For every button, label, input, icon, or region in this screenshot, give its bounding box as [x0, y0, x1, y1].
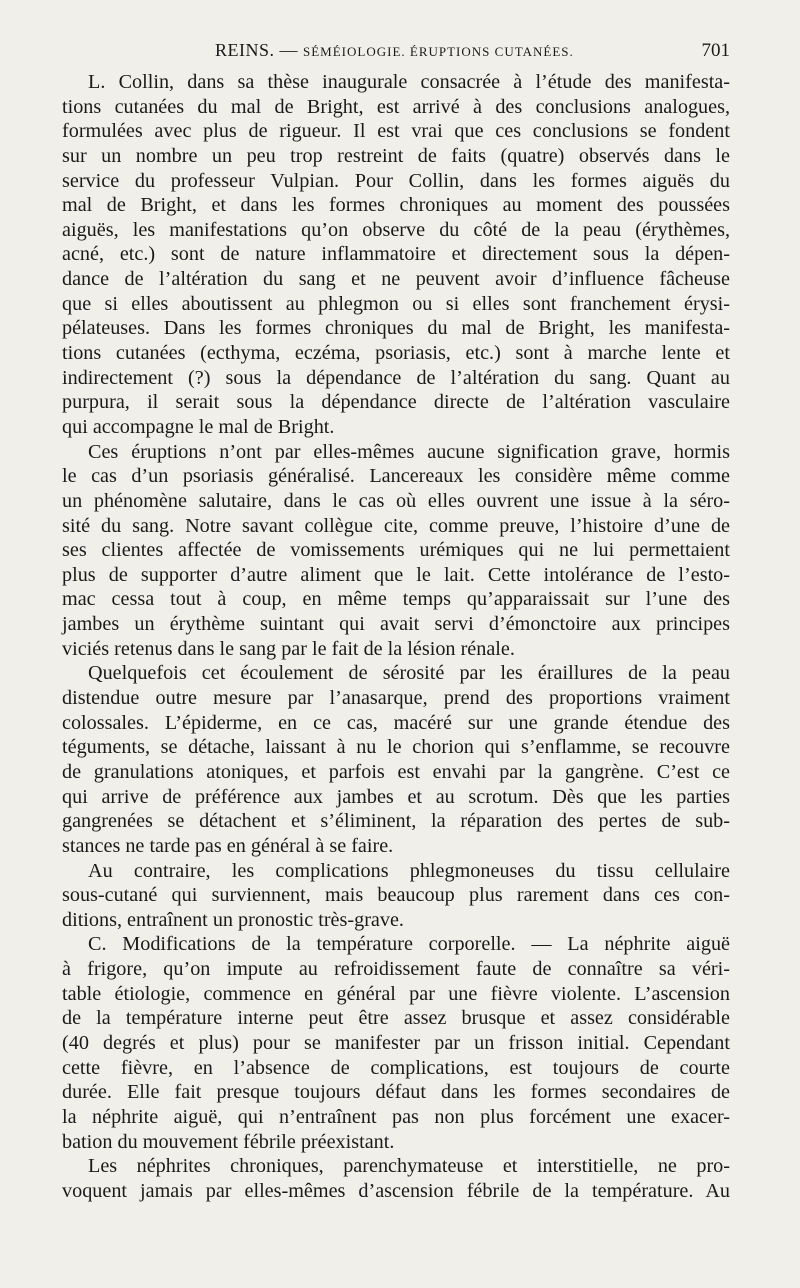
- text-line: Les néphrites chroniques, parenchymateuse et interstitielle, ne pro-: [88, 1155, 730, 1178]
- text-line: viciés retenus dans le sang par le fait de la lésion rénale.: [62, 637, 515, 660]
- text-line: la néphrite aiguë, qui n’entraînent pas non plus forcément une exacer-: [62, 1105, 730, 1128]
- running-header: [62, 40, 730, 70]
- text-line: aiguës, les manifestations qu’on observe du côté de la peau (érythèmes,: [62, 218, 730, 241]
- text-line: plus de supporter d’autre aliment que le lait. Cette intolérance de l’esto-: [62, 563, 730, 586]
- text-line: Ces éruptions n’ont par elles-mêmes aucune signification grave, hormis: [88, 440, 730, 463]
- running-title-dash: —: [279, 40, 299, 60]
- text-line: table étiologie, commence en général par une fièvre violente. L’ascension: [62, 982, 730, 1005]
- text-line: cette fièvre, en l’absence de complications, est toujours de courte: [62, 1056, 730, 1079]
- text-line: de la température interne peut être assez brusque et assez considérable: [62, 1007, 730, 1030]
- text-line: que si elles aboutissent au phlegmon ou si elles sont franchement érysi-: [62, 292, 730, 315]
- running-title-main: REINS.: [215, 40, 275, 60]
- text-line: voquent jamais par elles-mêmes d’ascension fébrile de la température. Au: [62, 1179, 730, 1202]
- text-line: Quelquefois cet écoulement de sérosité par les éraillures de la peau: [88, 662, 730, 685]
- text-line: Au contraire, les complications phlegmoneuses du tissu cellulaire: [88, 859, 730, 882]
- text-line: tions cutanées (ecthyma, eczéma, psoriasis, etc.) sont à marche lente et: [62, 342, 730, 365]
- text-line: purpura, il serait sous la dépendance directe de l’altération vasculaire: [62, 391, 730, 414]
- text-line: mal de Bright, et dans les formes chroniques au moment des poussées: [62, 194, 730, 217]
- text-line: un phénomène salutaire, dans le cas où elles ouvrent une issue à la séro-: [62, 489, 730, 512]
- running-title-sub: SÉMÉIOLOGIE. ÉRUPTIONS CUTANÉES.: [303, 44, 574, 59]
- book-page: [62, 40, 730, 1203]
- text-line: de granulations atoniques, et parfois est envahi par la gangrène. C’est ce: [62, 760, 730, 783]
- text-line: bation du mouvement fébrile préexistant.: [62, 1130, 395, 1153]
- text-line: tions cutanées du mal de Bright, est arrivé à des conclusions analogues,: [62, 95, 730, 118]
- text-line: mac cessa tout à coup, en même temps qu’apparaissait sur l’une des: [62, 588, 730, 611]
- text-line: qui accompagne le mal de Bright.: [62, 415, 335, 438]
- text-line: dance de l’altération du sang et ne peuvent avoir d’influence fâcheuse: [62, 268, 730, 291]
- text-line: pélateuses. Dans les formes chroniques du mal de Bright, les manifesta-: [62, 317, 730, 340]
- text-line: indirectement (?) sous la dépendance de l’altération du sang. Quant au: [62, 366, 730, 389]
- text-line: acné, etc.) sont de nature inflammatoire et directement sous la dépen-: [62, 243, 730, 266]
- text-line: C. Modifications de la température corporelle. — La néphrite aiguë: [88, 933, 730, 956]
- text-line: colossales. L’épiderme, en ce cas, macéré sur une grande étendue des: [62, 711, 730, 734]
- text-line: gangrenées se détachent et s’éliminent, la réparation des pertes de sub-: [62, 810, 730, 833]
- text-line: sous-cutané qui surviennent, mais beaucoup plus rarement dans ces con-: [62, 884, 730, 907]
- text-line: distendue outre mesure par l’anasarque, prend des proportions vraiment: [62, 687, 730, 710]
- text-line: formulées avec plus de rigueur. Il est vrai que ces conclusions se fondent: [62, 120, 730, 143]
- text-line: ses clientes affectée de vomissements urémiques qui ne lui permettaient: [62, 539, 730, 562]
- text-line: durée. Elle fait presque toujours défaut dans les formes secondaires de: [62, 1081, 730, 1104]
- text-line: service du professeur Vulpian. Pour Collin, dans les formes aiguës du: [62, 169, 730, 192]
- running-title: [215, 40, 574, 61]
- page-body: [62, 70, 730, 1203]
- text-line: stances ne tarde pas en général à se faire.: [62, 834, 394, 857]
- text-line: le cas d’un psoriasis généralisé. Lancereaux les considère même comme: [62, 465, 730, 488]
- text-line: ditions, entraînent un pronostic très-grave.: [62, 908, 404, 931]
- text-line: sité du sang. Notre savant collègue cite, comme preuve, l’histoire d’une de: [62, 514, 730, 537]
- text-line: (40 degrés et plus) pour se manifester par un frisson initial. Cependant: [62, 1031, 730, 1054]
- text-line: téguments, se détache, laissant à nu le chorion qui s’enflamme, se recouvre: [62, 736, 730, 759]
- text-line: L. Collin, dans sa thèse inaugurale consacrée à l’étude des manifesta-: [88, 71, 730, 93]
- text-line: sur un nombre un peu trop restreint de faits (quatre) observés dans le: [62, 144, 730, 167]
- page-number: 701: [701, 40, 730, 61]
- text-line: qui arrive de préférence aux jambes et au scrotum. Dès que les parties: [62, 785, 730, 808]
- text-line: à frigore, qu’on impute au refroidissement faute de connaître sa véri-: [62, 958, 730, 981]
- text-line: jambes un érythème suintant qui avait servi d’émonctoire aux principes: [62, 613, 730, 636]
